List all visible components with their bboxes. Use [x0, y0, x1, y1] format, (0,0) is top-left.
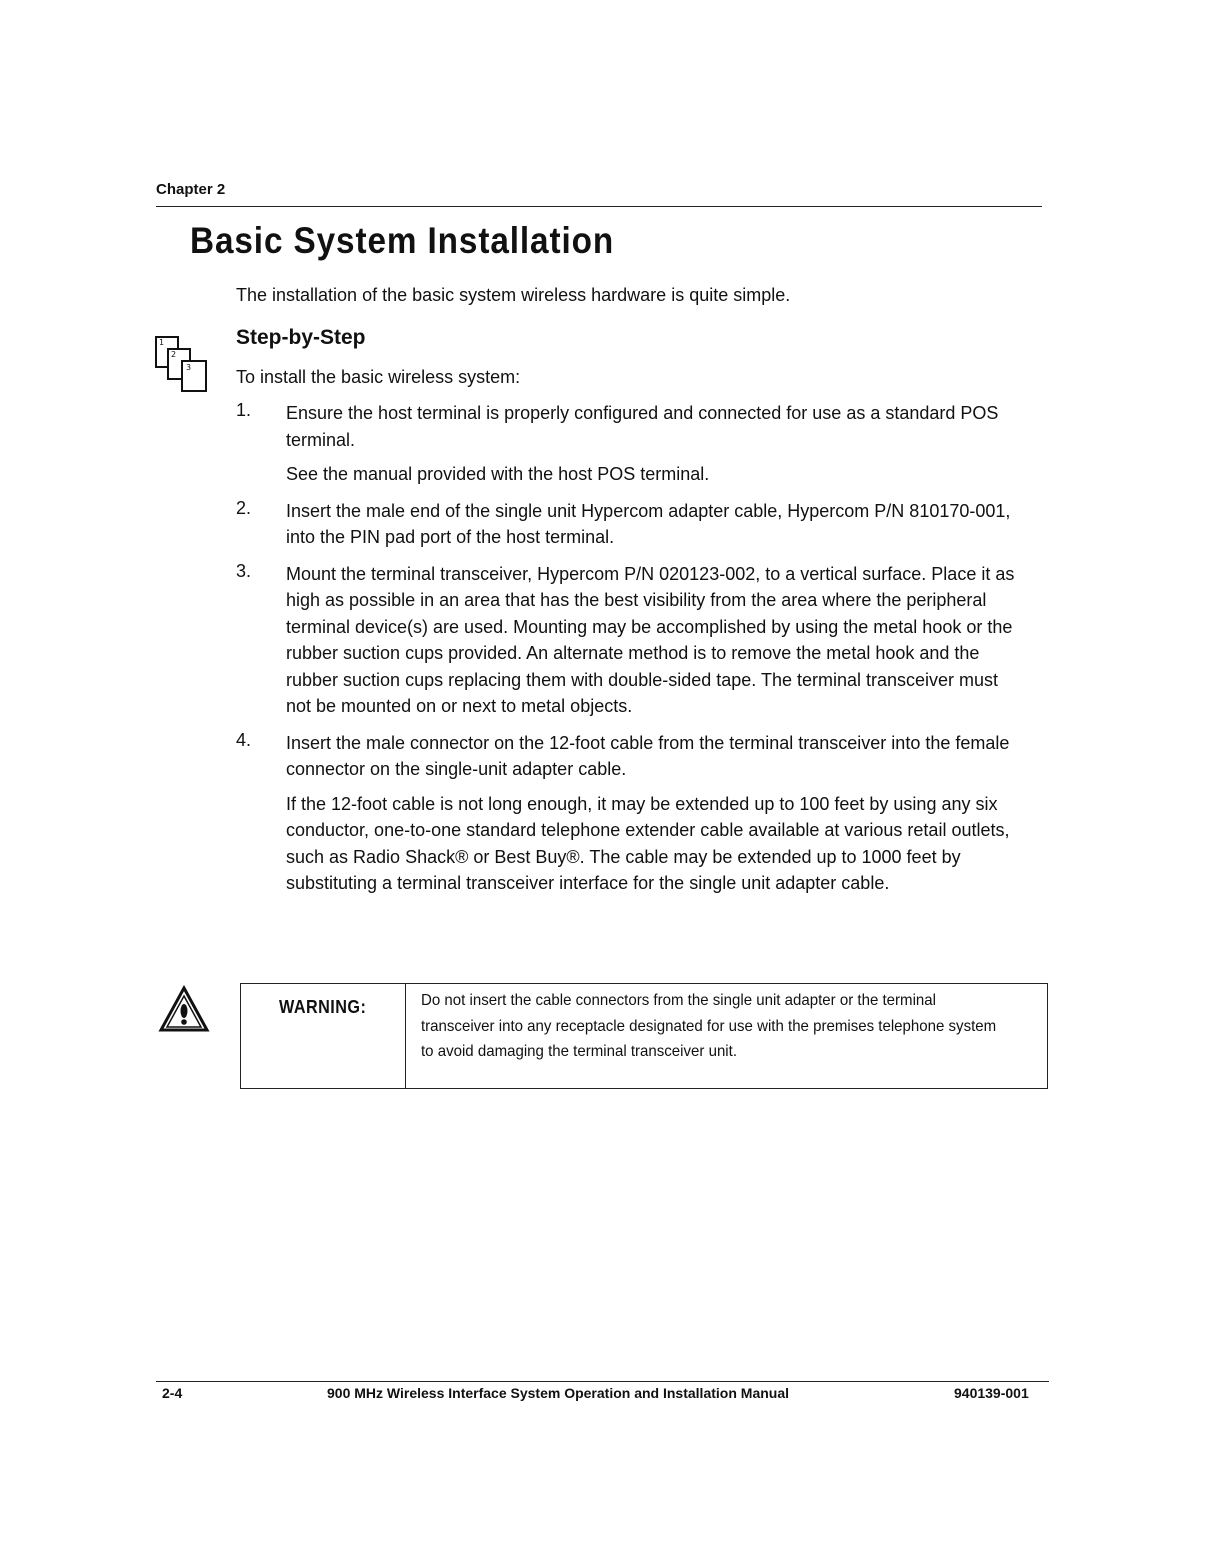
intro-paragraph: The installation of the basic system wireless hardware is quite simple. [236, 285, 791, 305]
step-number: 2. [236, 497, 252, 518]
page-number-3: 3 [186, 363, 192, 372]
warning-label: WARNING: [279, 997, 367, 1017]
footer-rule [156, 1381, 1049, 1382]
chapter-label: Chapter 2 [156, 181, 226, 198]
installation-steps-list [236, 400, 1016, 907]
step-paragraph: See the manual provided with the host POS terminal. [286, 464, 710, 484]
step-number: 4. [236, 729, 252, 750]
step-paragraph: Insert the male end of the single unit Hypercom adapter cable, Hypercom P/N 810170-001, into the PIN pad port of the host terminal. [286, 500, 1011, 547]
step-item [236, 730, 1016, 897]
step-number: 3. [236, 560, 252, 581]
step-paragraph: Insert the male connector on the 12-foot cable from the terminal transceiver into the female connector on the single-unit adapter cable. [286, 732, 1010, 779]
step-paragraph: Mount the terminal transceiver, Hypercom P/N 020123-002, to a vertical surface. Place it as high as possible in an area that has the best visibility from the area where the peripheral terminal device(s) are used. Mounting may be accomplished by using the metal hook or the rubber suction cups provided. An alternate method is to remove the metal hook and the rubber suction cups replacing them with double-sided tape. The terminal transceiver must not be mounted on or next to metal objects. [286, 563, 1015, 716]
page-number-2: 2 [171, 350, 177, 359]
numbered-pages-icon [152, 333, 212, 393]
page-title: Basic System Installation [190, 220, 615, 261]
footer-document-number: 940139-001 [954, 1385, 1029, 1401]
lead-sentence: To install the basic wireless system: [236, 367, 521, 387]
step-item [236, 400, 1016, 488]
footer-manual-title: 900 MHz Wireless Interface System Operation and Installation Manual [327, 1385, 790, 1401]
step-number: 1. [236, 400, 252, 420]
step-item [236, 561, 1016, 720]
header-rule [156, 206, 1042, 207]
section-subheading: Step-by-Step [236, 326, 366, 349]
warning-divider [405, 983, 406, 1089]
page-number-1: 1 [159, 338, 165, 347]
step-paragraph: If the 12-foot cable is not long enough, it may be extended up to 100 feet by using any six conductor, one-to-one standard telephone extender cable available at various retail outlets, such as Radio Shack® or Best Buy®. The cable may be extended up to 1000 feet by substituting a terminal transceiver interface for the single unit adapter cable. [286, 793, 1010, 893]
step-item [236, 498, 1016, 551]
step-paragraph: Ensure the host terminal is properly configured and connected for use as a standard POS terminal. [286, 403, 999, 450]
warning-triangle-icon [158, 985, 210, 1033]
warning-text: Do not insert the cable connectors from the single unit adapter or the terminal transceiver into any receptacle designated for use with the premises telephone system to avoid damaging the terminal transceiver unit. [421, 992, 997, 1060]
footer-page-number: 2-4 [162, 1385, 183, 1401]
